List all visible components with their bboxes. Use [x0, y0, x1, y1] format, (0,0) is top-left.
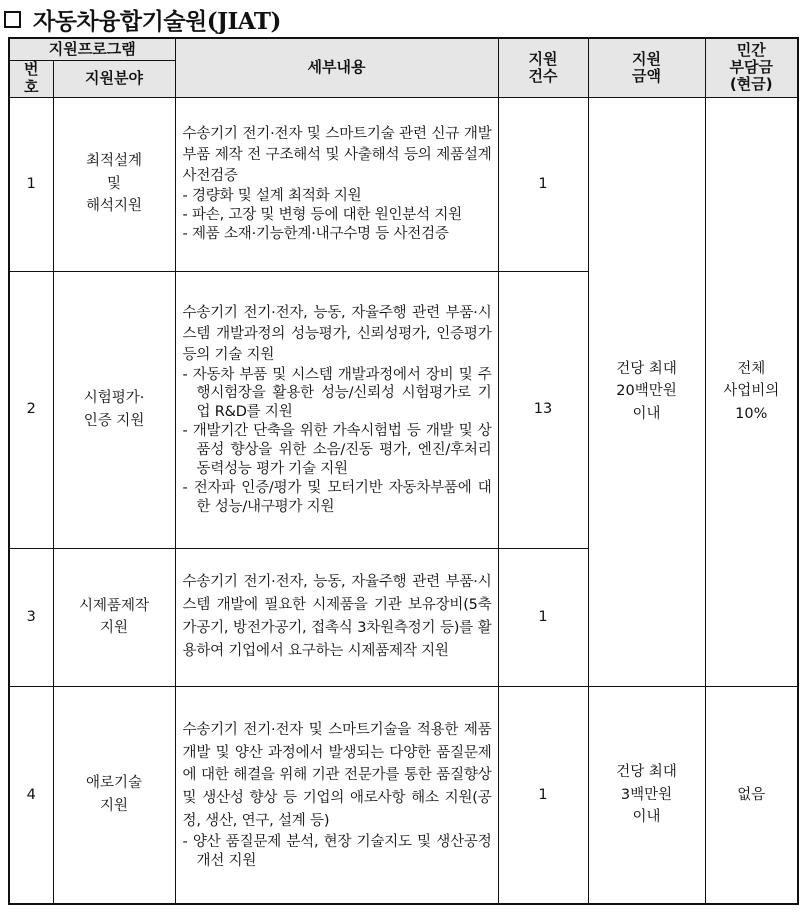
table-row: [9, 97, 798, 271]
row-detail-intro: 수송기기 전기·전자, 능동, 자율주행 관련 부품·시스템 개발과정의 성능평가, 신뢰성평가, 인증평가 등의 기술 지원: [182, 304, 492, 363]
private-share-group-1: 전체 사업비의 10%: [705, 97, 798, 686]
row-field: 시제품제작 지원: [53, 548, 175, 686]
header-program: 지원프로그램: [9, 38, 175, 60]
row-detail-intro: 수송기기 전기·전자 및 스마트기술 관련 신규 개발부품 제작 전 구조해석 및 사출해석 등의 제품설계 사전검증: [182, 126, 492, 185]
row-count: 1: [498, 97, 588, 271]
row-field: 시험평가· 인증 지원: [53, 271, 175, 548]
row-detail-bullet: - 경량화 및 설계 최적화 지원: [182, 188, 362, 205]
table-row: [9, 686, 798, 904]
row-number: 1: [9, 97, 53, 271]
row-detail-intro: 수송기기 전기·전자 및 스마트기술을 적용한 제품개발 및 양산 과정에서 발생되는 다양한 품질문제에 대한 해결을 위해 기관 전문가를 통한 품질향상 및 생산성 향상 등 기업의 애로사항 해소 지원(공정, 생산, 연구, 설계 등): [182, 721, 492, 830]
row-detail: [175, 271, 498, 548]
support-program-table: [8, 37, 799, 905]
header-field: 지원분야: [53, 60, 175, 97]
row-count: 1: [498, 548, 588, 686]
row-detail: [175, 97, 498, 271]
row-detail-bullet: - 개발기간 단축을 위한 가속시험법 등 개발 및 상품성 향상을 위한 소음/진동 평가, 엔진/후처리 동력성능 평가 기술 지원: [182, 423, 492, 477]
row-count: 13: [498, 271, 588, 548]
private-share-group-2: 없음: [705, 686, 798, 904]
header-count: 지원 건수: [498, 38, 588, 97]
row-detail-bullet: - 전자파 인증/평가 및 모터기반 자동차부품에 대한 성능/내구평가 지원: [182, 479, 492, 515]
page-title: [4, 4, 281, 34]
row-field: 애로기술 지원: [53, 686, 175, 904]
header-private-share: 민간 부담금 (현금): [705, 38, 798, 97]
header-number: 번호: [9, 60, 53, 97]
row-detail-intro: 수송기기 전기·전자, 능동, 자율주행 관련 부품·시스템 개발에 필요한 시제품을 기관 보유장비(5축 가공기, 방전가공기, 접촉식 3차원측정기 등)를 활용하여 기업에서 요구하는 시제품제작 지원: [182, 574, 492, 659]
row-detail-bullet: - 파손, 고장 및 변형 등에 대한 원인분석 지원: [182, 207, 462, 224]
row-number: 4: [9, 686, 53, 904]
row-number: 3: [9, 548, 53, 686]
amount-group-1: 건당 최대 20백만원 이내: [588, 97, 705, 686]
page-title-text: 자동차융합기술원(JIAT): [33, 7, 281, 35]
row-detail-bullet: - 자동차 부품 및 시스템 개발과정에서 장비 및 주행시험장을 활용한 성능/신뢰성 시험평가로 기업 R&D를 지원: [182, 366, 492, 421]
row-detail: [175, 548, 498, 686]
row-field: 최적설계 및 해석지원: [53, 97, 175, 271]
amount-group-2: 건당 최대 3백만원 이내: [588, 686, 705, 904]
row-detail-bullet: - 제품 소재·기능한계·내구수명 등 사전검증: [182, 225, 449, 242]
row-count: 1: [498, 686, 588, 904]
row-detail: [175, 686, 498, 904]
header-detail: 세부내용: [175, 38, 498, 97]
checkbox-icon: [4, 11, 21, 28]
header-amount: 지원 금액: [588, 38, 705, 97]
row-number: 2: [9, 271, 53, 548]
row-detail-bullet: - 양산 품질문제 분석, 현장 기술지도 및 생산공정 개선 지원: [182, 834, 492, 870]
